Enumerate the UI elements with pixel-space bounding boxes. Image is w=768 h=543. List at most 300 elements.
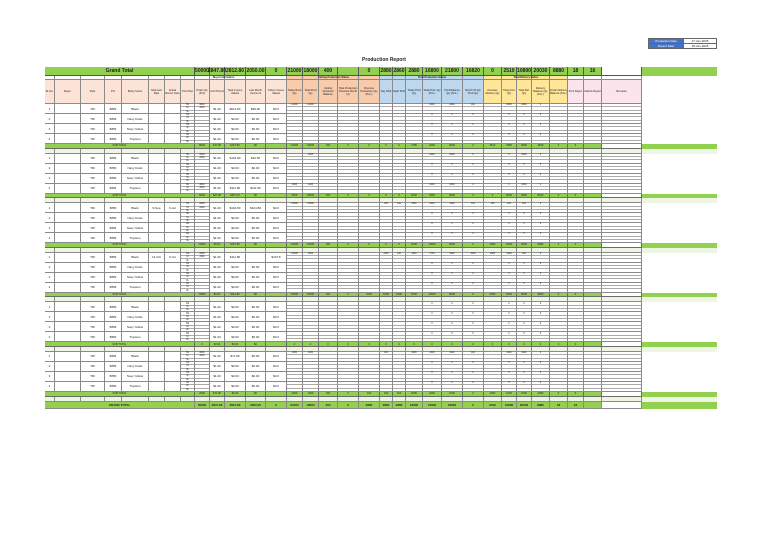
finish-value <box>568 269 583 271</box>
delivery-value: 0 <box>532 114 549 117</box>
delivery-value: 0 <box>532 104 549 107</box>
finish-value <box>602 389 641 391</box>
production-value <box>406 269 422 271</box>
production-value <box>380 269 392 271</box>
size-label: SS <box>181 154 194 157</box>
production-value: 0 <box>423 263 441 266</box>
unit-price: $1.00 <box>210 174 225 184</box>
delivery-cell <box>502 372 517 382</box>
column-header: Prod Balance Qty (Pcs.) <box>442 80 463 104</box>
production-cell <box>442 154 463 164</box>
cutting-cell <box>359 134 380 144</box>
delivery-cell <box>484 233 502 243</box>
finish-cell <box>584 164 602 174</box>
finish-cell <box>602 352 642 362</box>
cutting-value <box>287 269 302 271</box>
finish-value <box>568 319 583 321</box>
cutting-value <box>287 329 302 331</box>
column-header: Print Reject <box>568 80 584 104</box>
group-header-cell <box>105 76 122 80</box>
finish-value <box>568 111 583 113</box>
production-value: 2000 <box>423 104 441 107</box>
qty-value <box>195 279 209 281</box>
subtotal-value: $0 <box>246 194 266 199</box>
cutting-value <box>319 319 337 321</box>
finish-value <box>550 379 567 381</box>
production-value: 100 <box>393 203 405 206</box>
delivery-cell <box>517 184 532 194</box>
production-value <box>442 170 462 172</box>
production-cell <box>393 164 406 174</box>
delivery-cell <box>532 273 550 283</box>
row-cell <box>165 154 181 164</box>
footer-label: GRAND TOTAL <box>45 402 195 409</box>
table-row <box>45 372 717 382</box>
finish-cell <box>568 273 584 283</box>
delivery-cell <box>517 362 532 372</box>
delivery-cell <box>502 124 517 134</box>
size-label: XL <box>186 339 189 342</box>
production-cell <box>463 233 484 243</box>
production-value <box>442 329 462 331</box>
subtotal-value: 1000 <box>380 293 393 298</box>
qty-value <box>195 230 209 232</box>
production-value: 0 <box>463 134 483 137</box>
production-cell <box>393 154 406 164</box>
production-value: 0 <box>442 213 462 216</box>
unit-price: $1.00 <box>210 114 225 124</box>
qty-value <box>195 111 209 113</box>
production-cell <box>442 372 463 382</box>
production-value: 0 <box>463 332 483 335</box>
row-cell: Navy Yellow <box>122 273 149 283</box>
qty-value <box>195 131 209 133</box>
cutting-value <box>287 379 302 381</box>
delivery-value <box>502 309 516 311</box>
delivery-value <box>517 111 531 113</box>
size-stack <box>181 253 195 263</box>
row-cell <box>165 233 181 243</box>
unit-price: $1.00 <box>210 322 225 332</box>
cutting-cell <box>303 253 319 263</box>
finish-cell <box>602 332 642 342</box>
delivery-value <box>517 369 531 371</box>
subtotal-value: 2580 <box>502 144 517 149</box>
production-value: 0 <box>442 174 462 177</box>
delivery-cell <box>532 263 550 273</box>
delivery-value <box>484 379 501 381</box>
row-cell: 1 <box>45 352 55 362</box>
group-header-label: Final Delivery Status <box>513 76 539 79</box>
delivery-cell <box>532 372 550 382</box>
finish-value <box>568 170 583 172</box>
table-row <box>45 322 717 332</box>
qty-value <box>195 289 209 291</box>
production-cell <box>380 134 393 144</box>
production-value <box>393 170 405 172</box>
row-cell: Tropisco <box>122 134 149 144</box>
production-cell <box>423 263 442 273</box>
group-header-label: Cutting Production Status <box>318 76 349 79</box>
size-label: XL <box>186 140 189 143</box>
cutting-value <box>303 230 318 232</box>
finish-cell <box>568 352 584 362</box>
production-value <box>393 279 405 281</box>
cutting-value <box>287 289 302 291</box>
production-cell <box>442 283 463 293</box>
cutting-value <box>359 329 379 331</box>
grand-total-value: 2860 <box>393 68 405 74</box>
production-cell <box>406 352 423 362</box>
production-value <box>406 180 422 182</box>
finish-cell <box>584 322 602 332</box>
finish-cell <box>568 114 584 124</box>
subtotal-value: 0 <box>393 342 406 347</box>
production-cell <box>442 273 463 283</box>
cutting-value <box>338 279 358 281</box>
production-value <box>442 339 462 341</box>
finish-value <box>568 279 583 281</box>
subtotal-value: 5000 <box>442 293 463 298</box>
cutting-value <box>359 170 379 172</box>
grand-total-value: 0 <box>484 67 502 76</box>
production-cell <box>406 273 423 283</box>
production-cell <box>393 322 406 332</box>
delivery-value: 0 <box>502 322 516 325</box>
cutting-value <box>287 220 302 222</box>
finish-cell <box>584 203 602 213</box>
row-cell: Navy Kcals <box>122 312 149 322</box>
subtotal-value: $0 <box>246 392 266 397</box>
row-cell: TRI <box>81 114 105 124</box>
production-value <box>393 131 405 133</box>
finish-value <box>584 131 601 133</box>
row-cell: 8883 <box>105 134 122 144</box>
delivery-value <box>484 319 501 321</box>
delivery-value <box>484 329 501 331</box>
finish-value <box>550 160 567 162</box>
delivery-value <box>502 131 516 133</box>
finish-value <box>568 121 583 123</box>
footer-value: 20030 <box>517 402 532 409</box>
production-cell <box>423 273 442 283</box>
subtotal-value: 10000 <box>195 243 210 248</box>
finish-value <box>602 339 641 341</box>
cutting-cell <box>319 154 338 164</box>
production-value: 0 <box>442 312 462 315</box>
production-value: 0 <box>442 124 462 127</box>
production-cell <box>380 362 393 372</box>
delivery-cell <box>502 322 517 332</box>
size-label: XL <box>186 170 189 173</box>
delivery-value <box>484 279 501 281</box>
cutting-cell <box>303 362 319 372</box>
delivery-cell <box>517 332 532 342</box>
column-header: Day Shift <box>380 80 393 104</box>
cutting-value <box>303 131 318 133</box>
row-cell <box>149 154 165 164</box>
finish-cell <box>550 273 568 283</box>
cutting-cell <box>338 322 359 332</box>
production-value <box>380 329 392 331</box>
size-stack <box>181 312 195 322</box>
finish-cell <box>584 302 602 312</box>
cutting-cell <box>287 253 303 263</box>
delivery-cell <box>484 203 502 213</box>
finish-cell <box>550 213 568 223</box>
cutting-cell <box>303 184 319 194</box>
delivery-value <box>484 220 501 222</box>
footer-value: 0 <box>463 402 484 409</box>
qty-stack <box>195 233 210 243</box>
size-stack <box>181 114 195 124</box>
cutting-cell <box>338 164 359 174</box>
production-value: 0 <box>423 174 441 177</box>
delivery-value <box>532 240 549 242</box>
cutting-cell <box>303 104 319 114</box>
row-cell <box>55 263 81 273</box>
column-header: Today Del. Qty <box>502 80 517 104</box>
cutting-cell <box>303 233 319 243</box>
cutting-value <box>303 389 318 391</box>
qty-value <box>195 389 209 391</box>
qty-value <box>195 180 209 182</box>
delivery-cell <box>517 104 532 114</box>
finish-value <box>550 369 567 371</box>
subtotal-value: $0.00 <box>210 243 225 248</box>
size-label: M <box>181 385 194 388</box>
meta-label: Report Date <box>649 44 684 49</box>
column-header: Print Part <box>181 80 195 104</box>
cutting-value <box>319 111 337 113</box>
production-cell <box>393 253 406 263</box>
size-label: XL <box>186 388 189 391</box>
production-value <box>380 210 392 212</box>
last-month-income: $0.00 <box>246 233 266 243</box>
cutting-cell <box>359 203 380 213</box>
cutting-cell <box>303 263 319 273</box>
today-income: $0.0 <box>266 362 287 372</box>
delivery-value <box>502 141 516 143</box>
production-value <box>393 210 405 212</box>
production-value <box>406 141 422 143</box>
delivery-value: 0 <box>532 352 549 355</box>
production-value <box>380 309 392 311</box>
subtotal-value: 0 <box>319 342 338 347</box>
finish-value <box>550 269 567 271</box>
size-stack <box>181 322 195 332</box>
size-stack <box>181 263 195 273</box>
production-value: 0 <box>463 124 483 127</box>
delivery-value <box>517 269 531 271</box>
total-income: $0.00 <box>225 362 246 372</box>
cutting-cell <box>287 174 303 184</box>
cutting-cell <box>338 253 359 263</box>
total-income: $0.00 <box>225 134 246 144</box>
row-cell: 8883 <box>105 164 122 174</box>
delivery-value <box>517 389 531 391</box>
cutting-value <box>338 121 358 123</box>
row-cell: 8883 <box>105 352 122 362</box>
delivery-value <box>502 319 516 321</box>
cutting-value <box>303 319 318 321</box>
finish-value <box>584 339 601 341</box>
size-label: SS <box>181 322 194 325</box>
finish-cell <box>550 174 568 184</box>
delivery-cell <box>502 223 517 233</box>
footer-value: 16 <box>568 402 584 409</box>
delivery-cell <box>532 174 550 184</box>
size-stack <box>181 302 195 312</box>
cutting-cell <box>303 302 319 312</box>
cutting-cell <box>359 154 380 164</box>
cutting-value: 1000 <box>303 352 318 355</box>
unit-price: $1.00 <box>210 362 225 372</box>
size-label: XL <box>186 358 189 361</box>
production-value: 0 <box>463 302 483 305</box>
delivery-cell <box>484 134 502 144</box>
finish-value <box>584 190 601 192</box>
finish-cell <box>584 372 602 382</box>
row-cell: 4 <box>45 184 55 194</box>
finish-value <box>602 131 641 133</box>
subtotal-value: 0 <box>550 194 568 199</box>
subtotal-value: $257.00 <box>225 194 246 199</box>
row-cell: Navy Yellow <box>122 124 149 134</box>
group-header-cell <box>602 76 642 80</box>
production-value <box>463 379 483 381</box>
subtotal-value: 0 <box>287 342 303 347</box>
delivery-cell <box>517 322 532 332</box>
production-cell <box>406 283 423 293</box>
cutting-cell <box>359 104 380 114</box>
subtotal-value: 0 <box>484 342 502 347</box>
finish-cell <box>550 114 568 124</box>
finish-cell <box>568 233 584 243</box>
delivery-value <box>517 210 531 212</box>
size-label: SS <box>181 352 194 355</box>
production-value: 0 <box>463 263 483 266</box>
production-value <box>380 180 392 182</box>
delivery-value <box>532 131 549 133</box>
finish-cell <box>550 233 568 243</box>
cutting-cell <box>359 174 380 184</box>
subtotal-value: $0 <box>246 243 266 248</box>
size-label: SS <box>181 382 194 385</box>
column-header: Total Income Valued <box>225 80 246 104</box>
production-value <box>406 220 422 222</box>
delivery-value: 0 <box>517 312 531 315</box>
row-cell: TRI <box>81 154 105 164</box>
production-value <box>463 319 483 321</box>
production-value <box>463 170 483 172</box>
row-cell: TRI <box>81 223 105 233</box>
production-value <box>393 289 405 291</box>
cutting-value: 10000 <box>303 203 318 206</box>
size-label: SS <box>181 134 194 137</box>
footer-value: 50000 <box>195 402 210 409</box>
row-cell: 1 <box>45 203 55 213</box>
production-cell <box>463 174 484 184</box>
group-header-cell <box>45 76 55 80</box>
grand-total-value: 21000 <box>287 68 302 74</box>
unit-price: $1.00 <box>210 263 225 273</box>
row-cell: 8883 <box>105 124 122 134</box>
row-cell <box>149 283 165 293</box>
subtotal-value: 1000 <box>303 392 319 397</box>
production-value <box>393 259 405 261</box>
finish-value <box>550 141 567 143</box>
subtotal-value: 1000 <box>442 392 463 397</box>
production-value: 2200 <box>442 253 462 256</box>
delivery-value <box>502 379 516 381</box>
row-cell <box>55 273 81 283</box>
size-label: XL <box>186 210 189 212</box>
row-cell: TRI <box>81 213 105 223</box>
subtotal-value: 1000 <box>393 293 406 298</box>
delivery-value: 0 <box>517 273 531 276</box>
finish-cell <box>550 283 568 293</box>
cutting-cell <box>303 312 319 322</box>
production-cell <box>406 302 423 312</box>
production-cell <box>463 164 484 174</box>
subtotal-value: 10000 <box>287 293 303 298</box>
cutting-value <box>359 180 379 182</box>
cutting-value <box>359 359 379 361</box>
row-cell <box>149 184 165 194</box>
production-value: 0 <box>442 134 462 137</box>
delivery-cell <box>502 312 517 322</box>
row-cell: 4 <box>45 332 55 342</box>
delivery-value: 0 <box>532 134 549 137</box>
cutting-cell <box>359 283 380 293</box>
finish-cell <box>568 104 584 114</box>
production-cell <box>380 372 393 382</box>
delivery-cell <box>517 114 532 124</box>
report-meta-table <box>648 38 717 49</box>
production-value <box>463 279 483 281</box>
production-value: 0 <box>442 273 462 276</box>
unit-price: $1.00 <box>210 203 225 213</box>
row-cell <box>149 213 165 223</box>
production-cell <box>463 154 484 164</box>
last-month-income: $0.00 <box>246 174 266 184</box>
row-cell: 8883 <box>105 362 122 372</box>
last-month-income: $0.00 <box>246 134 266 144</box>
production-value: 0 <box>423 223 441 226</box>
row-cell <box>55 184 81 194</box>
production-value: 2000 <box>423 352 441 355</box>
row-cell <box>149 273 165 283</box>
delivery-cell <box>502 203 517 213</box>
delivery-value: 0 <box>502 124 516 127</box>
finish-value <box>602 111 641 113</box>
cutting-value <box>338 131 358 133</box>
finish-value <box>602 141 641 143</box>
qty-value <box>195 309 209 311</box>
production-value: 0 <box>463 184 483 187</box>
qty-value <box>195 160 209 162</box>
production-value: 0 <box>442 362 462 365</box>
total-income: $0.00 <box>225 332 246 342</box>
total-income: $0.00 <box>225 174 246 184</box>
row-cell: 1 <box>45 253 55 263</box>
subtotal-value: 0 <box>393 144 406 149</box>
production-value <box>463 141 483 143</box>
production-value: 0 <box>442 114 462 117</box>
cutting-cell <box>287 124 303 134</box>
row-cell: Navy Yellow <box>122 372 149 382</box>
